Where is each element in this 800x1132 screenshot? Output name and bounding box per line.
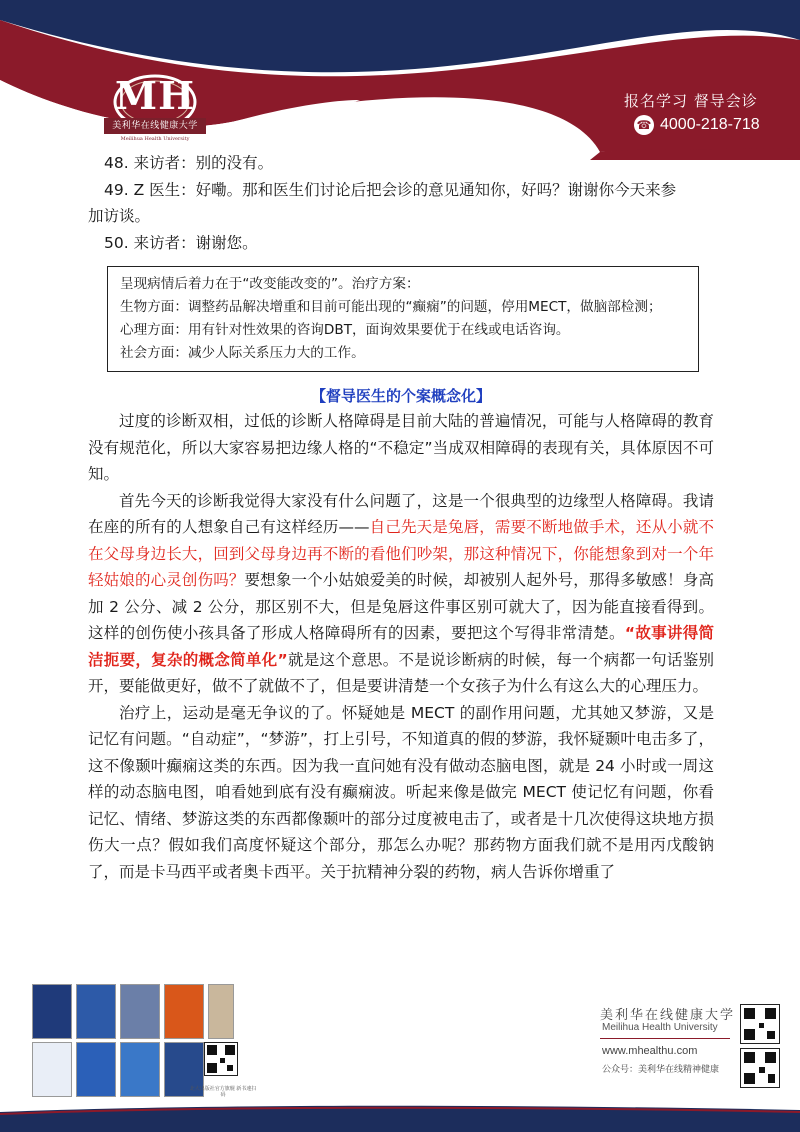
- footer-university-name: 美利华在线健康大学: [600, 1008, 736, 1023]
- dialog-line: 49. Z 医生：好嘞。那和医生们讨论后把会诊的意见通知你，好吗？谢谢你今天来参: [104, 180, 677, 199]
- footer-university-english: Meilihua Health University: [602, 1022, 718, 1033]
- book-collage: [26, 974, 257, 1099]
- section-heading: 【督导医生的个案概念化】: [310, 387, 491, 405]
- book-cover: [120, 984, 160, 1039]
- logo-subtitle: Meilihua Health University: [120, 136, 190, 142]
- book-cover: [76, 984, 116, 1039]
- plan-line: 心理方面：用有针对性效果的咨询DBT，面询效果要优于在线或电话咨询。: [120, 322, 570, 338]
- phone-number: 4000-218-718: [660, 116, 760, 133]
- dialog-line-continued: 加访谈。: [88, 207, 151, 225]
- header-slogan: 报名学习 督导会诊: [624, 92, 758, 110]
- dialog-line: 50. 来访者：谢谢您。: [104, 233, 258, 252]
- paragraph: [88, 488, 714, 700]
- document-body: [88, 150, 714, 885]
- paragraph-text: 首先今天的诊断我觉得大家没有什么问题了，这是一个很典型的边缘型人格障碍。我请在座的所有的人想象自己有这样经历——: [88, 491, 714, 536]
- treatment-plan-box: [107, 266, 699, 372]
- plan-line: 社会方面：减少人际关系压力大的工作。: [120, 345, 365, 361]
- footer-website[interactable]: www.mhealthu.com: [602, 1045, 698, 1057]
- book-cover: [76, 1042, 116, 1097]
- paragraph-text: 就是这个意思。不是说诊断病的时候，每一个病都一句话鉴别开，要能做更好，做不了就做不了，但是要讲清楚一个女孩子为什么有这么大的心理压力。: [88, 650, 714, 695]
- plan-line: 呈现病情后着力在于“改变能改变的”。治疗方案：: [120, 276, 420, 292]
- paragraph-text: 要想象一个小姑娘爱美的时候，却被别人起外号，那得多敏感！身高加 2 公分、减 2 公分，那区别不大，但是兔唇这件事区别可就大了，因为能直接看得到。这样的创伤使小孩具备了形成人格障碍所有的因素，要把这个写得非常清楚。: [88, 571, 714, 642]
- footer-wave-bar: [0, 1100, 800, 1132]
- qr-code-icon[interactable]: [204, 1042, 238, 1076]
- logo-ribbon: 美利华在线健康大学: [104, 118, 206, 134]
- paragraph: 过度的诊断双相，过低的诊断人格障碍是目前大陆的普遍情况，可能与人格障碍的教育没有规范化，所以大家容易把边缘人格的“不稳定”当成双相障碍的表现有关，具体原因不可知。: [88, 412, 714, 483]
- book-cover: [164, 984, 204, 1039]
- paragraph: 治疗上，运动是毫无争议的了。怀疑她是 MECT 的副作用问题，尤其她又梦游，又是记忆有问题。“自动症”，“梦游”，打上引号，不知道真的假的梦游，我怀疑颞叶电击多了，这不像颞叶癫痫这类的东西。因为我一直问她有没有做动态脑电图，就是 24 小时或一周这样的动态脑电图，咱看她到底有没有癫痫波。听起来像是做完 MECT 使记忆有问题，你看记忆、情绪、梦游这类的东西都像颞叶的部分过度被电击了，或者是十几次使得这块地方损伤大一点？假如我们高度怀疑这个部分，那怎么办呢？那药物方面我们就不是用丙戊酸钠了，而是卡马西平或者奥卡西平。关于抗精神分裂的药物，病人告诉你增重了: [88, 703, 714, 881]
- header-phone[interactable]: [634, 114, 760, 136]
- logo-mark: MH: [115, 73, 195, 118]
- qr-code-icon[interactable]: [740, 1004, 780, 1044]
- highlighted-text: 自己先天是兔唇，需要不断地做手术，还从小就不在父母身边长大，回到父母身边再不断的看他们吵架，那这种情况下，你能想象到对一个年轻姑娘的心灵创伤吗？: [88, 518, 714, 589]
- plan-line: 生物方面：调整药品解决增重和目前可能出现的“癫痫”的问题，停用MECT，做脑部检测；: [120, 299, 662, 315]
- book-cover: [208, 984, 234, 1039]
- book-cover: [32, 984, 72, 1039]
- qr-code-icon[interactable]: [740, 1048, 780, 1088]
- footer-wechat-account: 公众号：美利华在线精神健康: [602, 1065, 720, 1075]
- emphasized-quote: “故事讲得简洁扼要，复杂的概念简单化”: [88, 624, 714, 669]
- book-cover: [32, 1042, 72, 1097]
- footer-divider: [600, 1038, 730, 1039]
- book-qr-caption: 北大出版社官方旗舰 新书速扫码: [189, 1086, 257, 1098]
- university-logo: [100, 74, 210, 154]
- book-cover: [120, 1042, 160, 1097]
- phone-icon: ☎: [634, 115, 654, 135]
- page-header: [0, 0, 800, 160]
- dialog-line: 48. 来访者：别的没有。: [104, 154, 274, 172]
